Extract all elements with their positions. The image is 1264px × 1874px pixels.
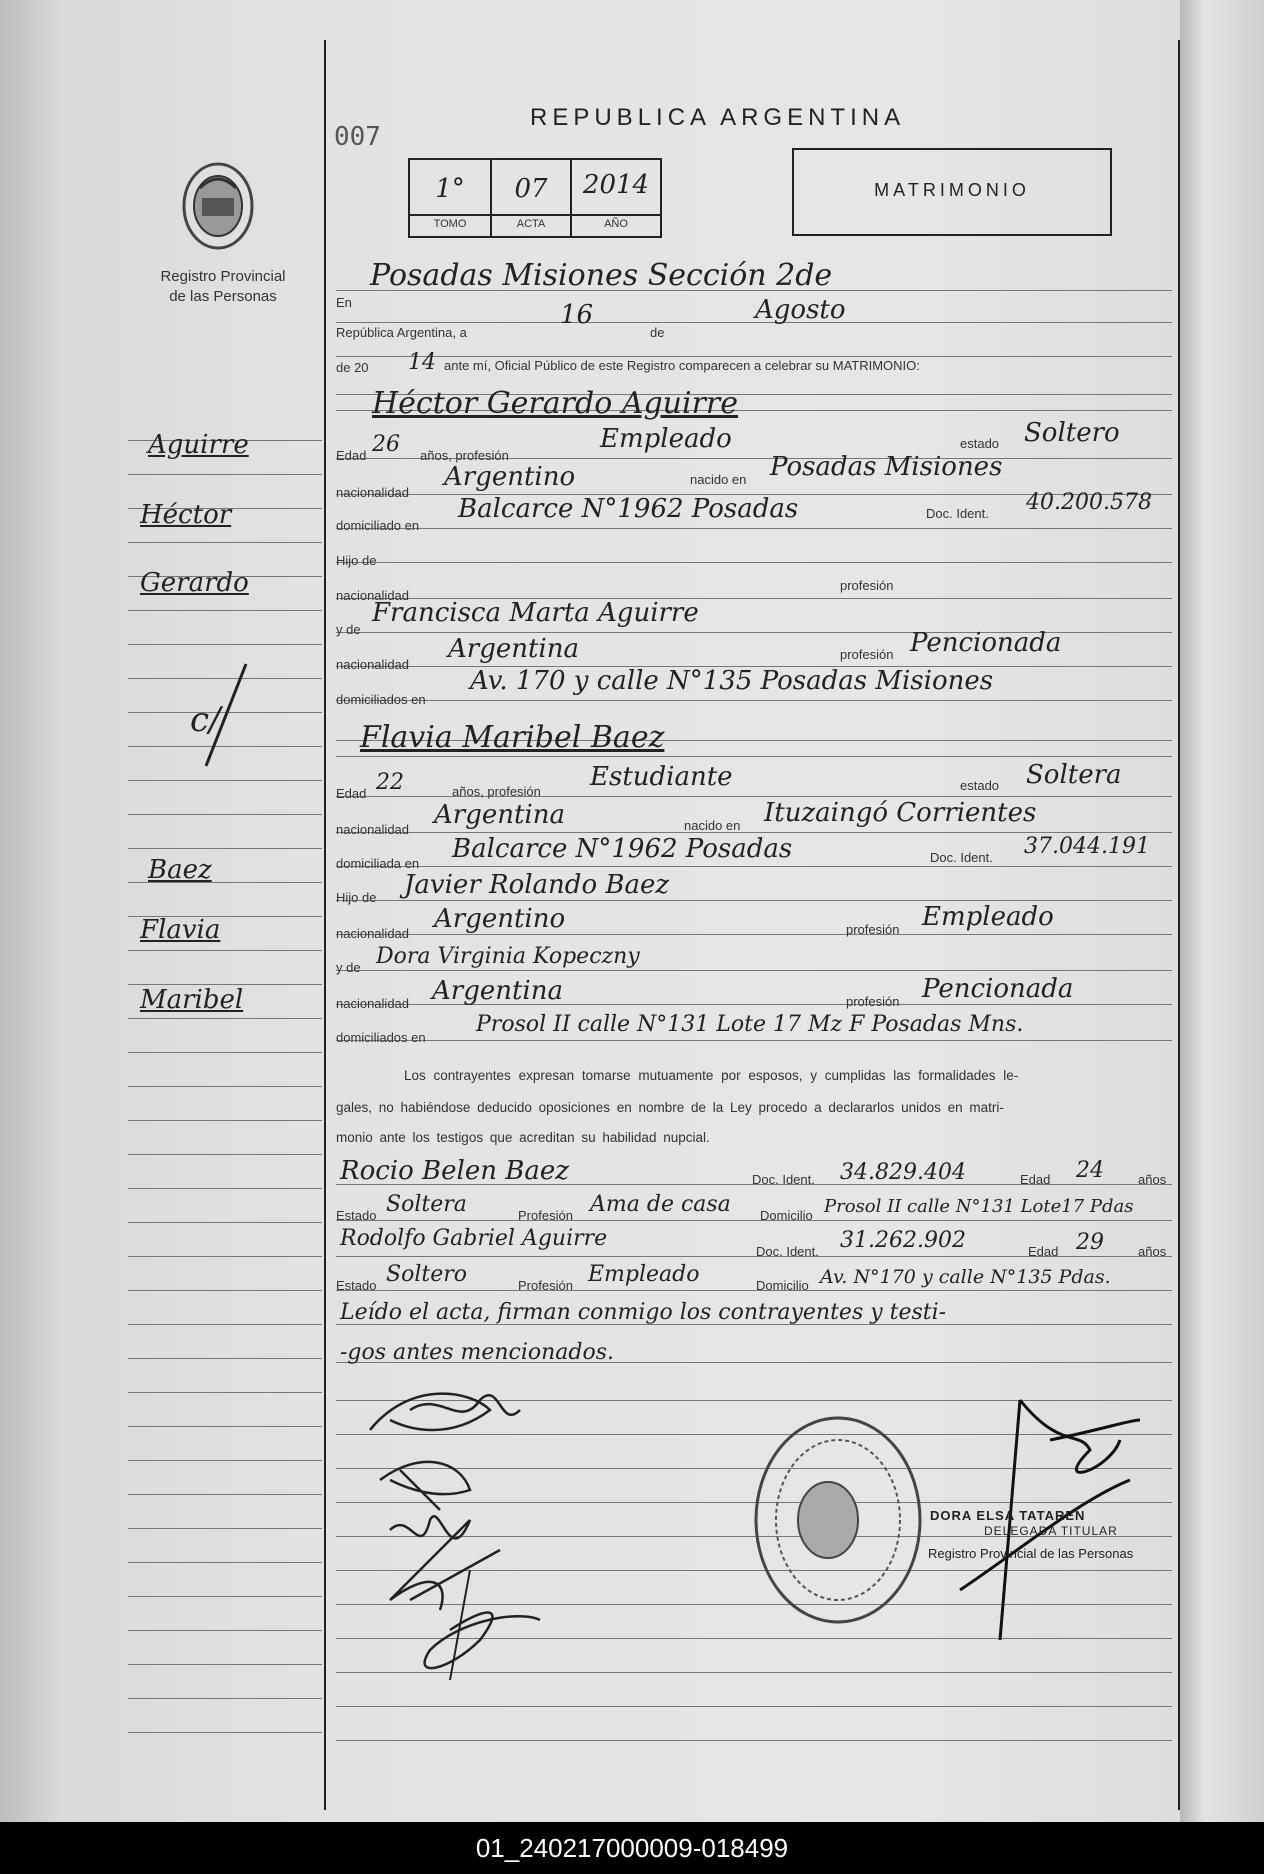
groom-doc: 40.200.578 — [1026, 490, 1152, 515]
bride-address: Balcarce N°1962 Posadas — [452, 834, 793, 864]
margin-name-surname-groom: Aguirre — [148, 430, 249, 460]
groom-nationality: Argentino — [444, 462, 576, 492]
body-rule — [336, 934, 1172, 935]
en-label: En — [336, 295, 352, 310]
place-value: Posadas Misiones Sección 2de — [370, 258, 833, 293]
body-rule — [336, 700, 1172, 701]
witness1-address: Prosol II calle N°131 Lote17 Pdas — [824, 1196, 1134, 1217]
groom-profession: Empleado — [600, 424, 732, 454]
provincial-seal-icon — [178, 158, 258, 254]
witness2-edad-label: Edad — [1028, 1244, 1059, 1259]
witness2-anos-label: años — [1138, 1244, 1167, 1259]
scan-id-footer: 01_240217000009-018499 — [0, 1822, 1264, 1874]
bride-father-prof-label: profesión — [846, 922, 900, 937]
year-suffix: 14 — [408, 350, 436, 375]
officer-title: DELEGADA TITULAR — [984, 1524, 1118, 1538]
year-prefix: de 20 — [336, 360, 369, 375]
bride-mother-prof-label: profesión — [846, 994, 900, 1009]
margin-rule — [128, 1630, 322, 1631]
margin-rule — [128, 1188, 322, 1189]
margin-rule — [128, 1494, 322, 1495]
act-type-box — [792, 148, 1112, 236]
tomo-label: TOMO — [433, 218, 467, 230]
groom-mother-prof-label: profesión — [840, 647, 894, 662]
groom-address: Balcarce N°1962 Posadas — [458, 494, 799, 524]
bride-mother-nac-label: nacionalidad — [336, 996, 410, 1011]
bride-father: Javier Rolando Baez — [404, 870, 670, 900]
margin-rule — [128, 1256, 322, 1257]
groom-name: Héctor Gerardo Aguirre — [372, 386, 739, 421]
body-rule — [336, 970, 1172, 971]
groom-nacionalidad-label: nacionalidad — [336, 485, 410, 500]
margin-rule — [128, 950, 322, 951]
margin-rule — [128, 1154, 322, 1155]
witness2-address: Av. N°170 y calle N°135 Pdas. — [820, 1266, 1111, 1288]
country-heading: REPUBLICA ARGENTINA — [530, 104, 906, 131]
bride-birthplace: Ituzaingó Corrientes — [764, 798, 1037, 828]
groom-parents-address: Av. 170 y calle N°135 Posadas Misiones — [470, 666, 994, 696]
margin-rule — [128, 1120, 322, 1121]
groom-mother-profession: Pencionada — [910, 628, 1062, 658]
groom-anos-label: años, profesión — [420, 448, 509, 463]
bride-father-nac-label: nacionalidad — [336, 926, 410, 941]
groom-mother-nac-label: nacionalidad — [336, 657, 410, 672]
groom-yde-label: y de — [336, 622, 361, 637]
margin-name-middle-groom: Gerardo — [140, 568, 249, 598]
witness2-estado-label: Estado — [336, 1278, 377, 1293]
body-rule — [336, 322, 1172, 323]
margin-slash-mark — [196, 660, 256, 770]
registry-name-line1: Registro Provincial — [160, 268, 286, 285]
witness2-doc-label: Doc. Ident. — [756, 1244, 819, 1259]
witness2-estado: Soltero — [386, 1262, 467, 1287]
declaration-line-2: gales, no habiéndose deducido oposiciones en nombre de la Ley procedo a declararlos unidos en matri- — [336, 1100, 1004, 1115]
month-value: Agosto — [755, 295, 846, 325]
margin-rule — [128, 1562, 322, 1563]
registry-name-line2: de las Personas — [169, 288, 277, 305]
body-rule — [336, 1040, 1172, 1041]
bride-father-nationality: Argentino — [434, 904, 566, 934]
body-rule — [336, 1220, 1172, 1221]
body-rule — [336, 1706, 1172, 1707]
margin-divider-line — [324, 40, 326, 1810]
margin-name-first-bride: Flavia — [140, 915, 221, 945]
margin-rule — [128, 1392, 322, 1393]
groom-nacido-label: nacido en — [690, 472, 747, 487]
margin-rule — [128, 1596, 322, 1597]
bride-parents-dom-label: domiciliados en — [336, 1030, 426, 1045]
body-rule — [336, 1740, 1172, 1741]
bride-parents-address: Prosol II calle N°131 Lote 17 Mz F Posadas Mns. — [476, 1012, 1024, 1037]
margin-rule — [128, 644, 322, 645]
body-rule — [336, 832, 1172, 833]
bride-estado-label: estado — [960, 778, 1000, 793]
groom-edad-label: Edad — [336, 448, 367, 463]
bride-profession: Estudiante — [590, 762, 733, 792]
witness1-profesion-label: Profesión — [518, 1208, 573, 1223]
bride-nacido-label: nacido en — [684, 818, 741, 833]
witness1-age: 24 — [1076, 1158, 1104, 1183]
groom-age: 26 — [372, 432, 400, 457]
margin-rule — [128, 542, 322, 543]
witness1-estado-label: Estado — [336, 1208, 377, 1223]
margin-rule — [128, 1290, 322, 1291]
margin-rule — [128, 780, 322, 781]
witness2-profession: Empleado — [588, 1262, 700, 1287]
witness2-profesion-label: Profesión — [518, 1278, 573, 1293]
bride-estado: Soltera — [1026, 760, 1122, 790]
witness2-domicilio-label: Domicilio — [756, 1278, 809, 1293]
margin-rule — [128, 1086, 322, 1087]
margin-rule — [128, 848, 322, 849]
body-rule — [336, 562, 1172, 563]
bride-doc-label: Doc. Ident. — [930, 850, 993, 865]
margin-name-surname-bride: Baez — [148, 855, 212, 885]
groom-parents-dom-label: domiciliados en — [336, 692, 426, 707]
bride-nacionalidad-label: nacionalidad — [336, 822, 410, 837]
witness2-age: 29 — [1076, 1230, 1104, 1255]
bride-doc: 37.044.191 — [1024, 834, 1150, 859]
bride-hijo-label: Hijo de — [336, 890, 377, 905]
witness1-estado: Soltera — [386, 1192, 467, 1217]
margin-rule — [128, 1018, 322, 1019]
witness1-domicilio-label: Domicilio — [760, 1208, 813, 1223]
witness1-anos-label: años — [1138, 1172, 1167, 1187]
margin-rule — [128, 1324, 322, 1325]
margin-rule — [128, 1732, 322, 1733]
declaration-line-3: monio ante los testigos que acreditan su habilidad nupcial. — [336, 1130, 710, 1145]
margin-rule — [128, 1426, 322, 1427]
bride-mother-profession: Pencionada — [922, 974, 1074, 1004]
margin-rule — [128, 610, 322, 611]
groom-birthplace: Posadas Misiones — [770, 452, 1003, 482]
margin-name-first-groom: Héctor — [140, 500, 232, 530]
margin-rule — [128, 1528, 322, 1529]
officer-office: Registro Provincial de las Personas — [928, 1546, 1134, 1561]
witness1-doc-label: Doc. Ident. — [752, 1172, 815, 1187]
page-number: 007 — [334, 122, 381, 152]
acta-value: 07 — [514, 174, 548, 204]
body-rule — [336, 756, 1172, 757]
groom-domiciliado-label: domiciliado en — [336, 518, 420, 533]
body-rule — [336, 528, 1172, 529]
margin-rule — [128, 1460, 322, 1461]
bride-nationality: Argentina — [434, 800, 565, 830]
day-value: 16 — [560, 300, 594, 330]
witness1-edad-label: Edad — [1020, 1172, 1051, 1187]
body-rule — [336, 900, 1172, 901]
intro-statement: ante mí, Oficial Público de este Registro comparecen a celebrar su MATRIMONIO: — [444, 358, 920, 373]
officer-name: DORA ELSA TATAREN — [930, 1508, 1086, 1523]
margin-name-middle-bride: Maribel — [140, 985, 244, 1015]
tomo-value: 1° — [435, 174, 465, 204]
groom-estado: Soltero — [1024, 418, 1120, 448]
witness1-name: Rocio Belen Baez — [340, 1156, 569, 1186]
acta-label: ACTA — [516, 218, 546, 230]
witness2-doc: 31.262.902 — [840, 1228, 966, 1253]
closing-line-1: Leído el acta, firman conmigo los contrayentes y testi- — [340, 1300, 947, 1325]
closing-line-2: -gos antes mencionados. — [340, 1340, 615, 1365]
groom-hijo-label: Hijo de — [336, 553, 377, 568]
right-border-line — [1178, 40, 1180, 1810]
bride-anos-label: años, profesión — [452, 784, 541, 799]
bride-edad-label: Edad — [336, 786, 367, 801]
bride-father-profession: Empleado — [922, 902, 1054, 932]
body-rule — [336, 1290, 1172, 1291]
groom-doc-label: Doc. Ident. — [926, 506, 989, 521]
de-label: de — [650, 325, 665, 340]
bride-age: 22 — [376, 770, 404, 795]
bride-domiciliada-label: domiciliada en — [336, 856, 420, 871]
witness1-doc: 34.829.404 — [840, 1160, 966, 1185]
margin-rule — [128, 814, 322, 815]
declaration-line-1: Los contrayentes expresan tomarse mutuamente por esposos, y cumplidas las formalidades le- — [404, 1068, 1019, 1083]
margin-rule — [128, 1222, 322, 1223]
margin-connector: c/ — [190, 700, 221, 740]
bride-name: Flavia Maribel Baez — [360, 720, 665, 755]
margin-rule — [128, 474, 322, 475]
groom-mother: Francisca Marta Aguirre — [372, 598, 699, 628]
margin-rule — [128, 1052, 322, 1053]
groom-estado-label: estado — [960, 436, 1000, 451]
witness1-profession: Ama de casa — [590, 1192, 731, 1217]
page-edge-shadow — [1180, 0, 1264, 1822]
anio-label: AÑO — [604, 218, 628, 230]
body-rule — [336, 356, 1172, 357]
body-rule — [336, 866, 1172, 867]
bride-mother-nationality: Argentina — [432, 976, 563, 1006]
bride-mother: Dora Virginia Kopeczny — [376, 944, 640, 969]
act-type-label: MATRIMONIO — [874, 180, 1030, 200]
official-round-stamp-icon — [748, 1410, 928, 1630]
margin-rule — [128, 1664, 322, 1665]
margin-rule — [128, 1358, 322, 1359]
groom-mother-nationality: Argentina — [448, 634, 579, 664]
record-number-box — [408, 158, 662, 238]
republica-label: República Argentina, a — [336, 325, 467, 340]
anio-value: 2014 — [582, 170, 650, 200]
groom-father-prof-label: profesión — [840, 578, 894, 593]
contracting-party-signatures-icon — [350, 1370, 770, 1690]
witness2-name: Rodolfo Gabriel Aguirre — [340, 1226, 608, 1251]
groom-father-nac-label: nacionalidad — [336, 588, 410, 603]
bride-yde-label: y de — [336, 960, 361, 975]
margin-rule — [128, 1698, 322, 1699]
